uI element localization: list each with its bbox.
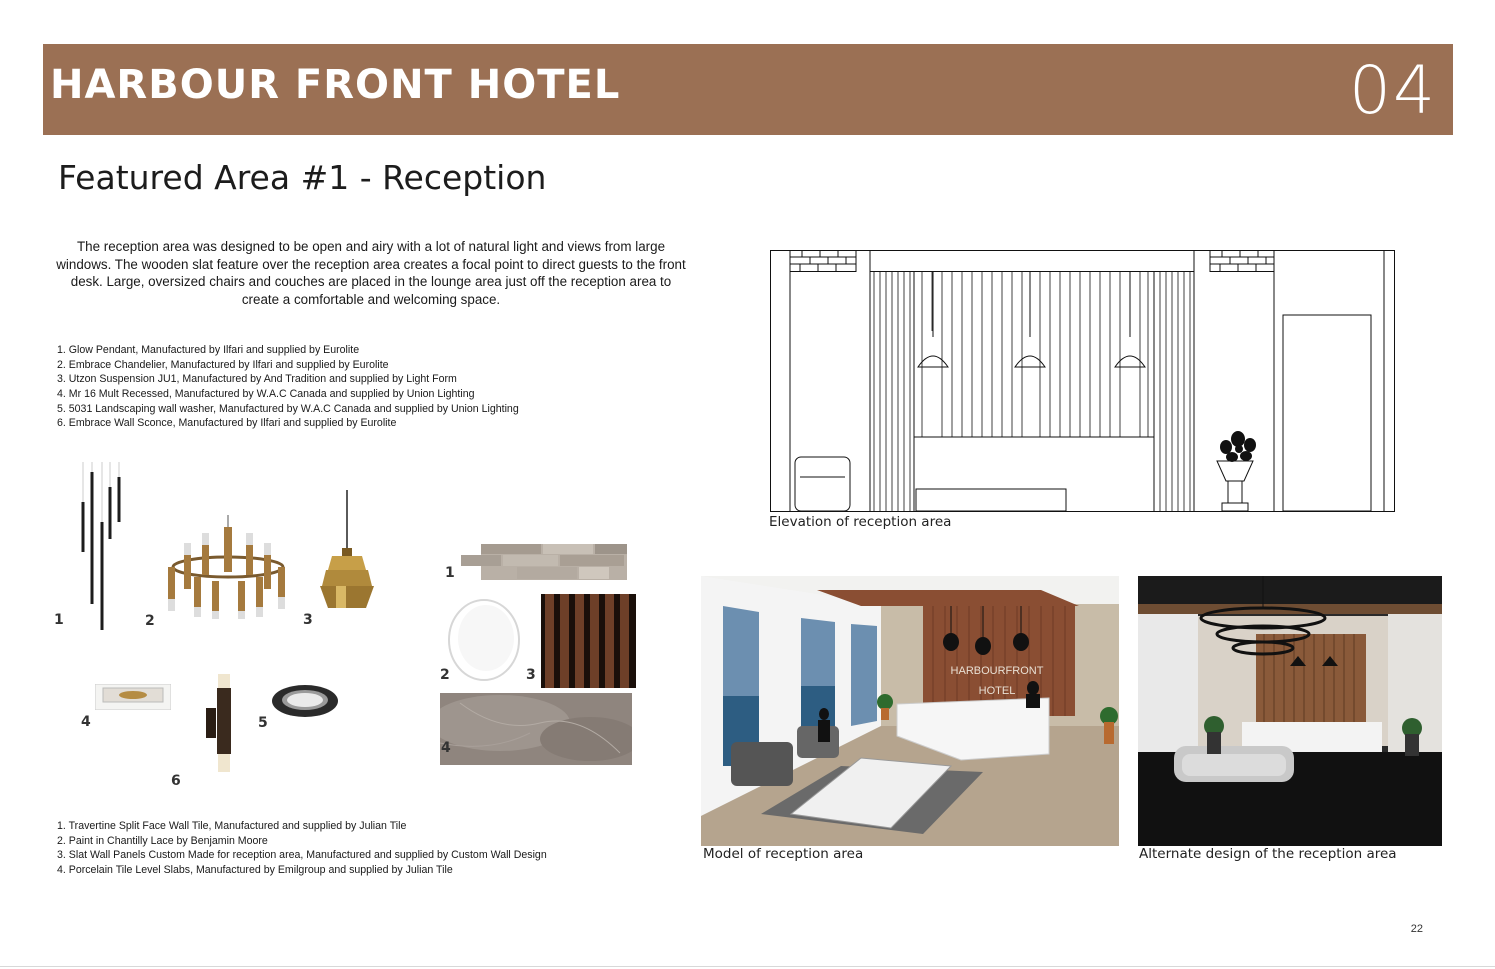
list-item: 6. Embrace Wall Sconce, Manufactured by Ilfari and supplied by Eurolite [57, 417, 397, 430]
glow-pendant-image [75, 462, 130, 634]
alternate-design-render [1138, 576, 1442, 846]
elevation-caption: Elevation of reception area [769, 514, 952, 530]
reception-elevation-drawing [770, 249, 1396, 514]
model-signage-line2: HOTEL [978, 685, 1016, 697]
list-item: 5. 5031 Landscaping wall washer, Manufactured by W.A.C Canada and supplied by Union Lighting [57, 402, 519, 415]
materials-list [57, 819, 547, 878]
lighting-label: 4 [81, 714, 91, 730]
page-title: HARBOUR FRONT HOTEL [50, 62, 621, 108]
material-label: 3 [526, 667, 536, 683]
recessed-light-image [95, 684, 171, 710]
list-item: 4. Porcelain Tile Level Slabs, Manufactured by Emilgroup and supplied by Julian Tile [57, 864, 453, 877]
slat-wall-panel-swatch [541, 594, 636, 688]
chantilly-lace-paint-swatch [446, 597, 522, 683]
material-label: 2 [440, 667, 450, 683]
wall-washer-image [271, 683, 339, 719]
featured-area-heading: Featured Area #1 - Reception [58, 158, 547, 197]
travertine-tile-swatch [461, 543, 628, 581]
lighting-list [57, 343, 519, 431]
list-item: 1. Travertine Split Face Wall Tile, Manufactured and supplied by Julian Tile [57, 820, 407, 832]
lighting-label: 3 [303, 612, 313, 628]
list-item: 1. Glow Pendant, Manufactured by Ilfari and supplied by Eurolite [57, 344, 360, 356]
page-number: 22 [1410, 923, 1423, 935]
list-item: 2. Embrace Chandelier, Manufactured by Ilfari and supplied by Eurolite [57, 358, 389, 371]
lighting-label: 2 [145, 613, 155, 629]
lighting-label: 6 [171, 773, 181, 789]
model-caption: Model of reception area [703, 846, 864, 862]
lighting-label: 1 [54, 612, 64, 628]
material-label: 1 [445, 565, 455, 581]
lighting-label: 5 [258, 715, 268, 731]
page-divider [0, 966, 1495, 967]
embrace-chandelier-image [160, 515, 290, 620]
material-label: 4 [441, 740, 451, 756]
list-item: 3. Slat Wall Panels Custom Made for reception area, Manufactured and supplied by Custom Wall Design [57, 849, 547, 862]
intro-paragraph: The reception area was designed to be open and airy with a lot of natural light and views from large windows. The wooden slat feature over the reception area creates a focal point to direct guests to the front desk. Large, oversized chairs and couches are placed in the lounge area just off the reception area to create a comfortable and welcoming space. [56, 239, 686, 307]
wall-sconce-image [204, 672, 238, 778]
section-number: 04 [1349, 52, 1437, 129]
utzon-suspension-image [314, 490, 380, 618]
reception-model-render [701, 576, 1119, 846]
porcelain-tile-swatch [440, 693, 632, 765]
model-signage-line1: HARBOURFRONT [950, 665, 1044, 677]
list-item: 3. Utzon Suspension JU1, Manufactured by And Tradition and supplied by Light Form [57, 373, 457, 386]
alternate-caption: Alternate design of the reception area [1139, 846, 1397, 862]
list-item: 2. Paint in Chantilly Lace by Benjamin Moore [57, 834, 268, 847]
list-item: 4. Mr 16 Mult Recessed, Manufactured by W.A.C Canada and supplied by Union Lighting [57, 388, 475, 401]
